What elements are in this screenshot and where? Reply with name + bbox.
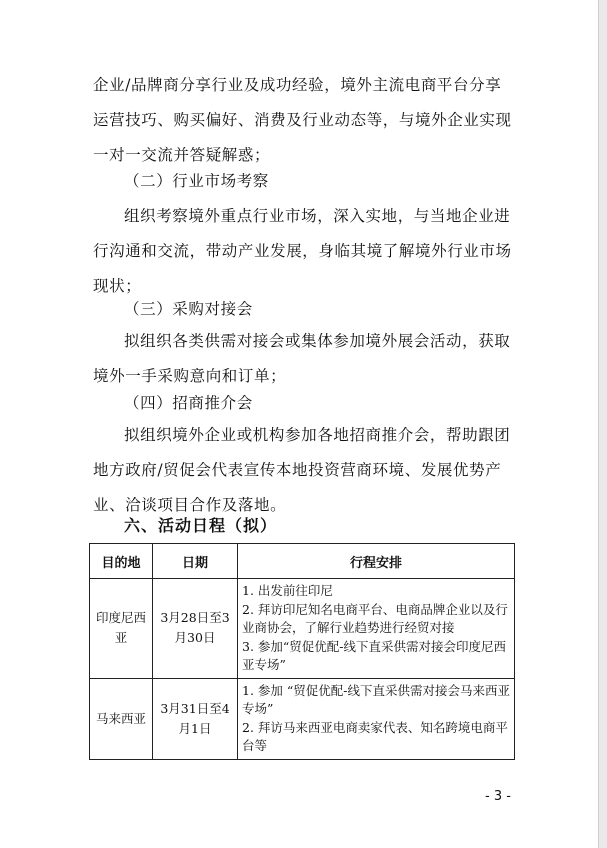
itinerary-cell — [238, 678, 515, 759]
heading-procurement: （三）采购对接会 — [124, 300, 253, 318]
table-header-row — [90, 544, 515, 579]
date-cell: 3月31日至4月1日 — [153, 678, 238, 759]
heading-market-inspection: （二）行业市场考察 — [124, 172, 269, 190]
paragraph-investment: 拟组织境外企业或机构参加各地招商推介会，帮助跟团地方政府/贸促会代表宣传本地投资营商环境、发展优势产业、洽谈项目合作及落地。 — [93, 426, 511, 514]
itinerary-item: 2. 拜访印尼知名电商平台、电商品牌企业以及行业商协会，了解行业趋势进行经贸对接 — [242, 601, 508, 635]
itinerary-item: 2. 拜访马来西亚电商卖家代表、知名跨境电商平台等 — [242, 719, 508, 753]
date-cell: 3月28日至3月30日 — [153, 579, 238, 679]
paragraph-intro: 企业/品牌商分享行业及成功经验，境外主流电商平台分享运营技巧、购买偏好、消费及行业动态等，与境外企业实现一对一交流并答疑解惑； — [93, 76, 512, 164]
paragraph-procurement: 拟组织各类供需对接会或集体参加境外展会活动，获取境外一手采购意向和订单； — [93, 332, 511, 385]
column-header-destination: 目的地 — [90, 544, 153, 579]
heading-investment: （四）招商推介会 — [124, 394, 253, 412]
itinerary-item: 1. 出发前往印尼 — [242, 583, 333, 598]
column-header-itinerary: 行程安排 — [238, 544, 515, 579]
table-row — [90, 678, 515, 759]
itinerary-item: 1. 参加 “贸促优配-线下直采供需对接会马来西亚专场” — [242, 682, 510, 716]
column-header-date: 日期 — [153, 544, 238, 579]
destination-cell: 马来西亚 — [90, 678, 153, 759]
page-number: - 3 - — [485, 789, 511, 804]
schedule-table — [89, 543, 515, 760]
paragraph-market-inspection: 组织考察境外重点行业市场，深入实地，与当地企业进行沟通和交流，带动产业发展，身临其境了解境外行业市场现状； — [93, 207, 512, 295]
itinerary-cell — [238, 579, 515, 679]
section-title-schedule: 六、活动日程（拟） — [124, 516, 278, 535]
destination-cell: 印度尼西亚 — [90, 579, 153, 679]
table-row — [90, 579, 515, 679]
itinerary-item: 3. 参加“贸促优配-线下直采供需对接会印度尼西亚专场” — [242, 638, 507, 672]
